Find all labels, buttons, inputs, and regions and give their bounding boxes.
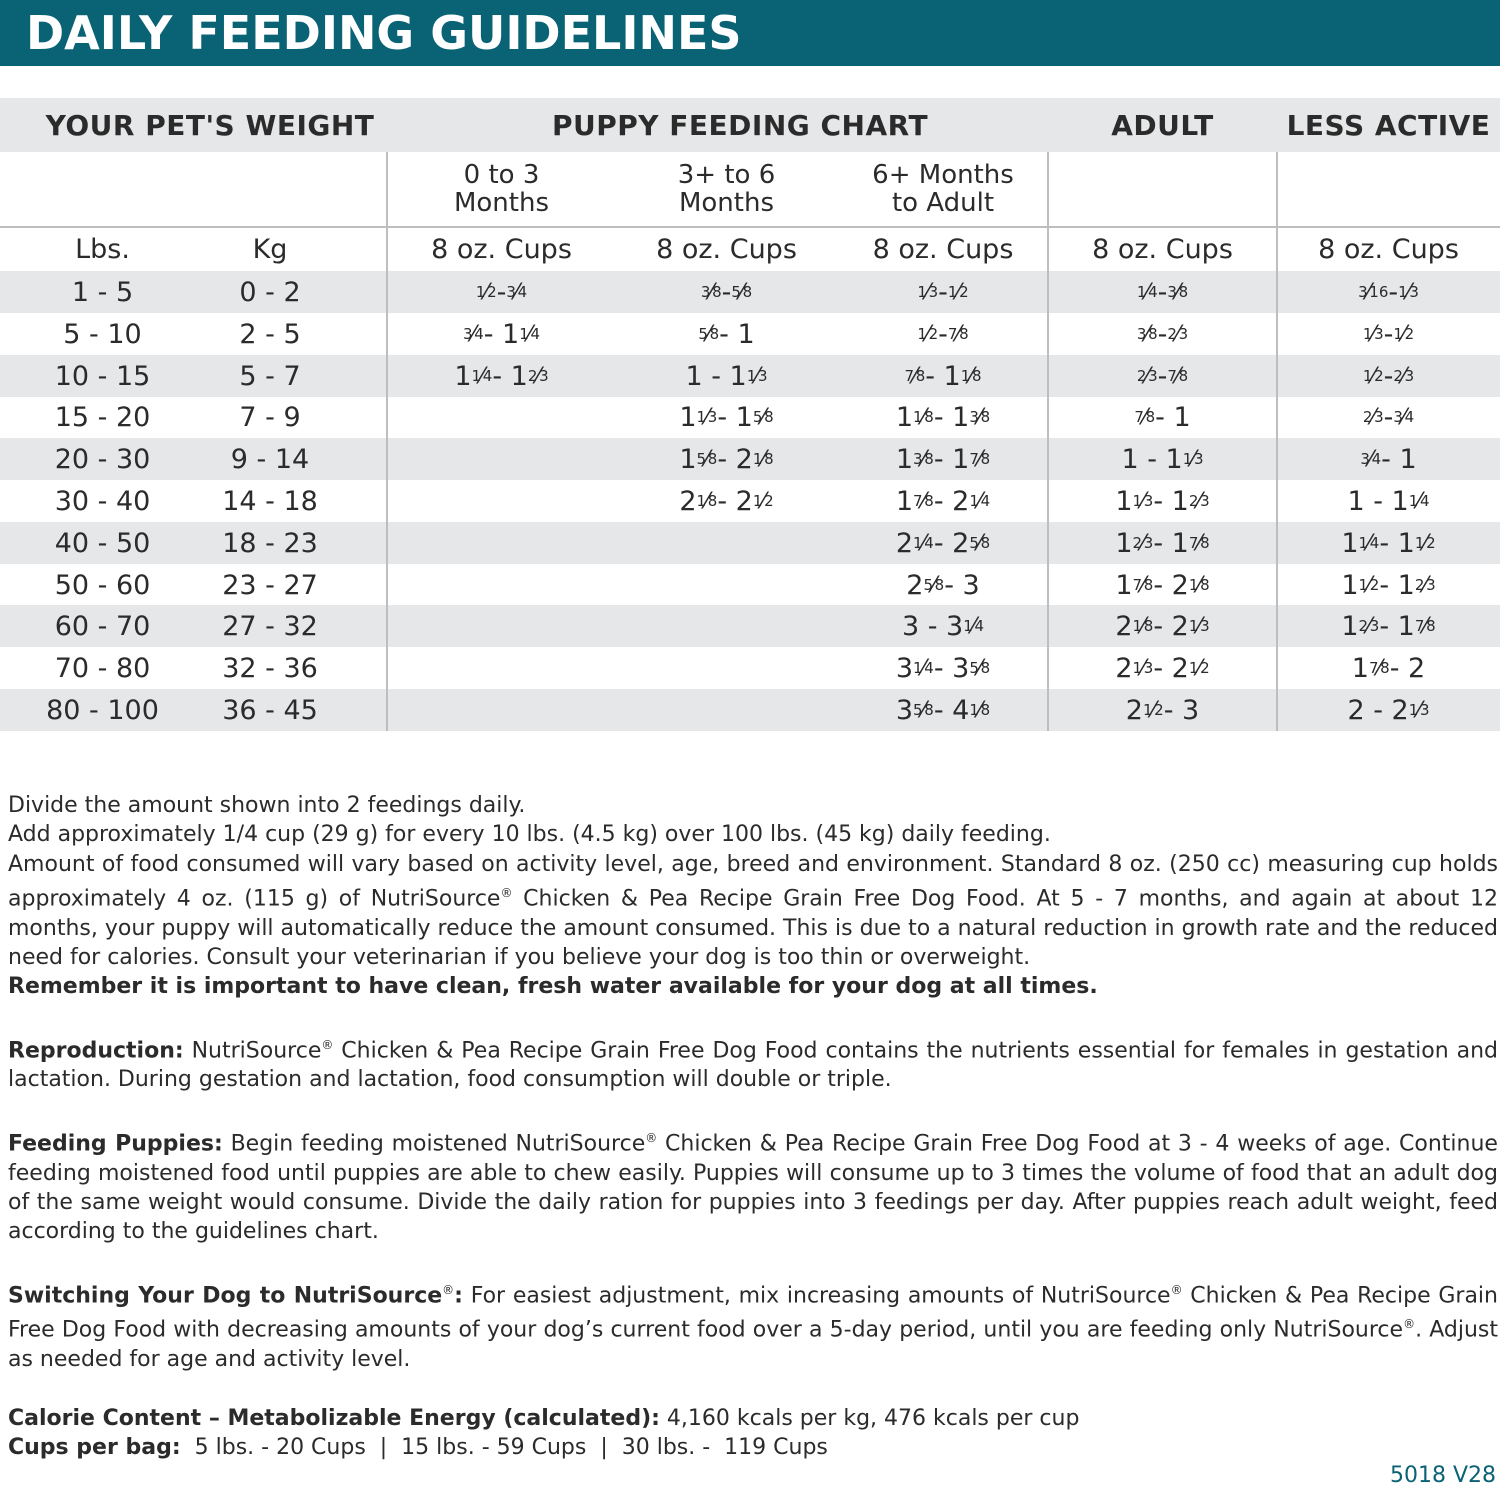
cell-p2: 1 1 ⁄ 3 - 1 5 ⁄ 8 <box>679 401 774 433</box>
subheader-p1: 0 to 3 Months <box>453 160 550 218</box>
cell-kg: 36 - 45 <box>222 694 318 726</box>
cell-lbs: 15 - 20 <box>54 401 151 433</box>
divider <box>0 226 1500 228</box>
cell-less_active: 1 1 ⁄ 4 - 1 1 ⁄ 2 <box>1341 527 1436 559</box>
cell-less_active: 1 - 1 1 ⁄ 4 <box>1347 485 1430 517</box>
cell-kg: 5 - 7 <box>239 360 301 392</box>
cell-less_active: 3 ⁄ 4 - 1 <box>1360 443 1417 475</box>
notes-block <box>8 791 1498 1462</box>
cell-kg: 9 - 14 <box>230 443 310 475</box>
cell-lbs: 60 - 70 <box>54 610 151 642</box>
cell-adult: 1 2 ⁄ 3 - 1 7 ⁄ 8 <box>1115 527 1210 559</box>
unit-p3: 8 oz. Cups <box>872 233 1014 265</box>
cell-p1: 1 ⁄ 2 - 3 ⁄ 4 <box>475 276 528 308</box>
cell-p3: 3 1 ⁄ 4 - 3 5 ⁄ 8 <box>895 652 991 684</box>
cell-lbs: 30 - 40 <box>54 485 151 517</box>
unit-p1: 8 oz. Cups <box>431 233 572 265</box>
cell-p3: 2 1 ⁄ 4 - 2 5 ⁄ 8 <box>895 527 991 559</box>
cell-kg: 2 - 5 <box>239 318 301 350</box>
header-adult: ADULT <box>1111 108 1214 142</box>
note-reproduction: Reproduction: NutriSource® Chicken & Pea Recipe Grain Free Dog Food contains the nutrients essential for females in gestation and lactation. During gestation and lactation, food consumption will double or triple. <box>8 1037 1498 1093</box>
unit-p2: 8 oz. Cups <box>656 233 797 265</box>
cell-lbs: 10 - 15 <box>54 360 151 392</box>
cell-lbs: 1 - 5 <box>71 276 134 308</box>
header-banner <box>0 0 1500 66</box>
cell-less_active: 2 ⁄ 3 - 3 ⁄ 4 <box>1362 401 1415 433</box>
header-puppy: PUPPY FEEDING CHART <box>551 108 929 142</box>
unit-lbs: Lbs. <box>75 233 130 265</box>
cell-lbs: 70 - 80 <box>54 652 151 684</box>
unit-adult: 8 oz. Cups <box>1092 233 1233 265</box>
cell-less_active: 1 ⁄ 2 - 2 ⁄ 3 <box>1362 360 1415 392</box>
cell-kg: 0 - 2 <box>239 276 301 308</box>
cell-adult: 1 1 ⁄ 3 - 1 2 ⁄ 3 <box>1115 485 1210 517</box>
subheader-p3: 6+ Months to Adult <box>872 160 1014 218</box>
cell-adult: 1 - 1 1 ⁄ 3 <box>1121 443 1204 475</box>
header-less-active: LESS ACTIVE <box>1286 108 1491 142</box>
cell-p3: 1 ⁄ 3 - 1 ⁄ 2 <box>917 276 969 308</box>
cell-p3: 1 1 ⁄ 8 - 1 3 ⁄ 8 <box>895 401 991 433</box>
note-divide: Divide the amount shown into 2 feedings daily. <box>8 793 526 818</box>
cell-less_active: 3 ⁄ 16 - 1 ⁄ 3 <box>1358 276 1419 308</box>
cell-p3: 1 7 ⁄ 8 - 2 1 ⁄ 4 <box>895 485 991 517</box>
cell-lbs: 20 - 30 <box>54 443 151 475</box>
cell-adult: 3 ⁄ 8 - 2 ⁄ 3 <box>1136 318 1189 350</box>
cell-less_active: 1 7 ⁄ 8 - 2 <box>1351 652 1426 684</box>
cell-p3: 7 ⁄ 8 - 1 1 ⁄ 8 <box>904 360 982 392</box>
subheader-p2: 3+ to 6 Months <box>677 160 776 218</box>
cell-adult: 2 1 ⁄ 8 - 2 1 ⁄ 3 <box>1115 610 1210 642</box>
cell-adult: 1 ⁄ 4 - 3 ⁄ 8 <box>1136 276 1189 308</box>
unit-less_active: 8 oz. Cups <box>1318 233 1459 265</box>
unit-kg: Kg <box>252 233 288 265</box>
cell-kg: 18 - 23 <box>222 527 318 559</box>
cell-p2: 3 ⁄ 8 - 5 ⁄ 8 <box>700 276 753 308</box>
cell-lbs: 40 - 50 <box>54 527 151 559</box>
note-switching: Switching Your Dog to NutriSource®: For easiest adjustment, mix increasing amounts of NutriSource® Chicken & Pea Recipe Grain Free Dog Food with decreasing amounts of your dog’s current food over a 5-day period, until you are feeding only NutriSource®. Adjust as needed for age and activity level. <box>8 1282 1498 1372</box>
cell-p3: 3 5 ⁄ 8 - 4 1 ⁄ 8 <box>895 694 991 726</box>
cell-adult: 2 1 ⁄ 2 - 3 <box>1125 694 1200 726</box>
cell-kg: 23 - 27 <box>222 569 318 601</box>
cell-p3: 1 ⁄ 2 - 7 ⁄ 8 <box>917 318 969 350</box>
cell-less_active: 1 1 ⁄ 2 - 1 2 ⁄ 3 <box>1341 569 1436 601</box>
cell-adult: 7 ⁄ 8 - 1 <box>1134 401 1191 433</box>
cell-p3: 3 - 3 1 ⁄ 4 <box>901 610 985 642</box>
cell-kg: 32 - 36 <box>222 652 318 684</box>
note-calorie: Calorie Content – Metabolizable Energy (calculated): 4,160 kcals per kg, 476 kcals per cup <box>8 1405 1080 1431</box>
cell-p1: 3 ⁄ 4 - 1 1 ⁄ 4 <box>462 318 541 350</box>
cell-p3: 1 3 ⁄ 8 - 1 7 ⁄ 8 <box>895 443 991 475</box>
cell-adult: 1 7 ⁄ 8 - 2 1 ⁄ 8 <box>1115 569 1210 601</box>
cell-p2: 2 1 ⁄ 8 - 2 1 ⁄ 2 <box>679 485 774 517</box>
cell-lbs: 50 - 60 <box>54 569 151 601</box>
note-water: Remember it is important to have clean, fresh water available for your dog at all times. <box>8 974 1098 1000</box>
cell-kg: 7 - 9 <box>239 401 301 433</box>
cell-adult: 2 ⁄ 3 - 7 ⁄ 8 <box>1136 360 1189 392</box>
cell-less_active: 2 - 2 1 ⁄ 3 <box>1347 694 1430 726</box>
cell-kg: 27 - 32 <box>222 610 318 642</box>
cell-p2: 1 5 ⁄ 8 - 2 1 ⁄ 8 <box>679 443 774 475</box>
cell-less_active: 1 ⁄ 3 - 1 ⁄ 2 <box>1362 318 1415 350</box>
cell-kg: 14 - 18 <box>222 485 318 517</box>
cell-p3: 2 5 ⁄ 8 - 3 <box>906 569 980 601</box>
header-weight: YOUR PET'S WEIGHT <box>45 108 375 142</box>
note-cups-per-bag: Cups per bag: 5 lbs. - 20 Cups | 15 lbs. - 59 Cups | 30 lbs. - 119 Cups <box>8 1434 828 1460</box>
cell-p2: 5 ⁄ 8 - 1 <box>698 318 755 350</box>
note-feeding-puppies: Feeding Puppies: Begin feeding moistened NutriSource® Chicken & Pea Recipe Grain Free Dog Food at 3 - 4 weeks of age. Continue feeding moistened food until puppies are able to chew easily. Puppies will consume up to 3 times the volume of food that an adult dog of the same weight would consume. Divide the daily ration for puppies into 3 feedings per day. After puppies reach adult weight, feed according to the guidelines chart. <box>8 1130 1498 1245</box>
cell-less_active: 1 2 ⁄ 3 - 1 7 ⁄ 8 <box>1341 610 1436 642</box>
page-title: DAILY FEEDING GUIDELINES <box>26 6 742 60</box>
note-add: Add approximately 1/4 cup (29 g) for every 10 lbs. (4.5 kg) over 100 lbs. (45 kg) daily feeding. <box>8 822 1051 848</box>
product-code: 5018 V28 <box>1389 1463 1496 1488</box>
cell-adult: 2 1 ⁄ 3 - 2 1 ⁄ 2 <box>1115 652 1210 684</box>
cell-lbs: 5 - 10 <box>63 318 142 350</box>
cell-p2: 1 - 1 1 ⁄ 3 <box>685 360 768 392</box>
cell-lbs: 80 - 100 <box>46 694 159 726</box>
cell-p1: 1 1 ⁄ 4 - 1 2 ⁄ 3 <box>454 360 549 392</box>
note-amount: Amount of food consumed will vary based on activity level, age, breed and environment. Standard 8 oz. (250 cc) measuring cup holds approximately 4 oz. (115 g) of NutriSource® Chicken & Pea Recipe Grain Free Dog Food. At 5 - 7 months, and again at about 12 months, your puppy will automatically reduce the amount consumed. This is due to a natural reduction in growth rate and the reduced need for calories. Consult your veterinarian if you believe your dog is too thin or overweight. <box>8 851 1498 970</box>
